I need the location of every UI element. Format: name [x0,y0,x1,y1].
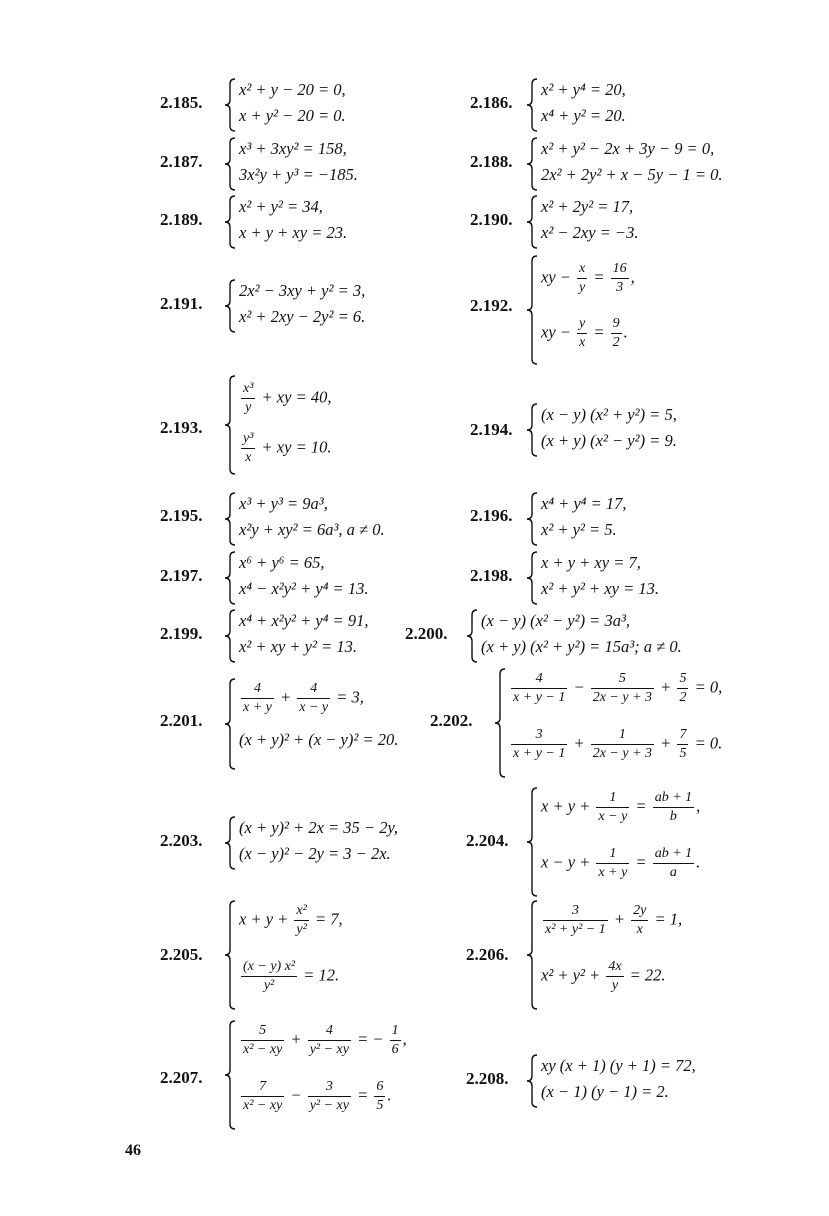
equation-system [466,609,796,663]
left-brace-icon [224,195,236,249]
left-brace-icon [224,551,236,605]
fraction [241,430,255,467]
fraction-numerator: 6 [374,1078,385,1097]
fraction [611,315,622,352]
fraction-denominator: y [579,280,586,295]
equation-text: + [656,677,676,697]
equation-text: x² − 2xy = −3. [541,223,639,242]
equation-text: 3x²y + y³ = −185. [239,165,358,184]
fraction-numerator: 4 [308,1022,351,1041]
equation-text: = − [352,1029,388,1049]
equation-system [526,900,829,1010]
fraction-numerator: y³ [241,430,255,449]
fraction-denominator: x + y − 1 [513,690,566,705]
fraction [543,902,608,939]
equation-line [239,611,368,631]
equation-text: x + y + [541,796,595,816]
fraction-numerator: 1 [596,789,629,808]
fraction-numerator: 9 [611,315,622,334]
left-brace-icon [526,900,538,1010]
fraction-denominator: x [579,335,586,350]
equation-text: , [696,796,701,816]
equation-line [239,680,364,717]
equation-line [541,494,627,514]
problem-number: 2.198. [470,566,513,585]
left-brace-icon [224,609,236,663]
equation-line [481,611,630,631]
fraction [511,726,567,763]
fraction-denominator: y² [263,978,275,993]
equation-line [239,579,368,599]
problem-number: 2.201. [160,711,203,730]
equation-system [526,137,829,191]
left-brace-icon [466,609,478,663]
equation-text: = [631,796,651,816]
equation-system [494,668,824,778]
fraction-numerator: y [577,315,587,334]
fraction-numerator: 7 [677,726,688,745]
equation-line [541,223,638,243]
equation-text: (x − y) (x² − y²) = 3a³, [481,611,631,630]
equation-line [239,139,347,159]
equation-text: = [589,322,609,342]
fraction-numerator: 1 [390,1022,401,1041]
fraction-numerator: x² [294,902,308,921]
equation-system [526,255,829,365]
left-brace-icon [526,255,538,365]
fraction-numerator: 1 [596,845,629,864]
fraction-denominator: a [669,865,677,880]
left-brace-icon [526,492,538,546]
fraction-denominator: x² − xy [243,1042,283,1057]
equation-line [541,431,677,451]
equation-system [526,78,829,132]
fraction [390,1022,401,1059]
equation-text: . [696,852,701,872]
problem-number: 2.194. [470,420,513,439]
equation-line [239,430,331,467]
left-brace-icon [526,787,538,897]
equation-line [509,670,722,707]
equation-text: x³ + y³ = 9a³, [239,494,328,513]
fraction-numerator: ab + 1 [653,789,694,808]
fraction-numerator: 4x [606,958,623,977]
equation-text: , [402,1029,407,1049]
left-brace-icon [526,551,538,605]
fraction-denominator: y² − xy [309,1042,349,1057]
problem-number: 2.190. [470,210,513,229]
equation-text: = [631,852,651,872]
page-number: 46 [125,1142,141,1159]
equation-text: = [352,1085,373,1105]
equation-line [239,553,325,573]
equation-line [541,902,682,939]
equation-system [526,492,829,546]
fraction [297,680,330,717]
fraction-denominator: 2x − y + 3 [592,746,653,761]
fraction [677,726,688,763]
equation-system [526,551,829,605]
equation-text: x − y + [541,852,595,872]
equation-text: x² + y − 20 = 0, [239,80,346,99]
fraction [241,1078,284,1115]
equation-line [239,1022,407,1059]
left-brace-icon [224,900,236,1010]
fraction-denominator: 2x − y + 3 [592,690,653,705]
equation-line [481,637,682,657]
fraction [241,1022,284,1059]
equation-text: (x + y)² + 2x = 35 − 2y, [239,818,398,837]
problem-number: 2.202. [430,711,473,730]
problem-number: 2.193. [160,418,203,437]
fraction-numerator: 4 [297,680,330,699]
equation-text: (x − 1) (y − 1) = 2. [541,1082,669,1101]
equation-text: + [609,909,630,929]
problem-number: 2.192. [470,296,513,315]
equation-text: + [569,733,589,753]
fraction-denominator: y² − xy [309,1098,349,1113]
fraction-numerator: 5 [591,670,654,689]
left-brace-icon [224,279,236,333]
equation-line [541,405,677,425]
fraction-numerator: 3 [543,902,608,921]
equation-text: = 22. [625,965,666,985]
equation-text: x² + xy + y² = 13. [239,637,357,656]
fraction-numerator: (x − y) x² [241,958,297,977]
equation-text: x + y² − 20 = 0. [239,106,346,125]
fraction-denominator: 2 [679,690,687,705]
left-brace-icon [224,137,236,191]
fraction-denominator: 6 [391,1042,399,1057]
fraction [631,902,648,939]
left-brace-icon [526,195,538,249]
fraction [241,958,297,995]
equation-line [541,165,722,185]
left-brace-icon [224,816,236,870]
equation-line [239,1078,392,1115]
fraction [677,670,688,707]
fraction [374,1078,385,1115]
problem-number: 2.189. [160,210,203,229]
fraction [606,958,623,995]
equation-line [239,307,365,327]
equation-text: , [630,267,635,287]
left-brace-icon [224,375,236,475]
problem-number: 2.191. [160,294,203,313]
fraction-numerator: 1 [591,726,654,745]
equation-line [541,106,626,126]
fraction [511,670,567,707]
problem-number: 2.206. [466,945,509,964]
equation-line [541,139,714,159]
fraction-denominator: x [245,450,252,465]
equation-line [239,637,357,657]
equation-text: = 0, [690,677,723,697]
equation-line [239,730,398,750]
fraction-denominator: 2 [612,335,620,350]
fraction-denominator: x + y − 1 [513,746,566,761]
equation-line [541,260,635,297]
fraction-numerator: 4 [511,670,567,689]
equation-text: (x + y)² + (x − y)² = 20. [239,730,399,749]
fraction-numerator: 7 [241,1078,284,1097]
fraction [308,1022,351,1059]
equation-text: x²y + xy² = 6a³, a ≠ 0. [239,520,385,539]
problem-number: 2.207. [160,1068,203,1087]
fraction [653,789,694,826]
equation-text: x⁴ + x²y² + y⁴ = 91, [239,611,369,630]
fraction-numerator: ab + 1 [653,845,694,864]
problem-number: 2.203. [160,831,203,850]
equation-line [239,380,331,417]
equation-text: x² + y² − 2x + 3y − 9 = 0, [541,139,715,158]
equation-text: x² + y² + [541,965,605,985]
equation-line [541,197,633,217]
equation-text: x² + y⁴ = 20, [541,80,626,99]
left-brace-icon [526,403,538,457]
fraction-denominator: x − y [299,700,329,715]
equation-system [526,403,829,457]
fraction-numerator: 2y [631,902,648,921]
fraction-denominator: 3 [616,280,624,295]
equation-text: = 1, [650,909,683,929]
equation-line [541,1082,669,1102]
equation-line [239,844,391,864]
equation-system [526,1054,829,1108]
problem-number: 2.205. [160,945,203,964]
problem-number: 2.197. [160,566,203,585]
fraction-denominator: x + y [598,865,628,880]
fraction [294,902,308,939]
fraction-denominator: y [611,978,619,993]
fraction [596,845,629,882]
fraction-denominator: x − y [598,809,628,824]
equation-text: (x + y) (x² − y²) = 9. [541,431,677,450]
fraction-denominator: 5 [376,1098,384,1113]
equation-line [541,553,641,573]
fraction [591,726,654,763]
equation-text: x² + y² = 5. [541,520,617,539]
left-brace-icon [526,1054,538,1108]
equation-line [239,223,347,243]
fraction-denominator: x² + y² − 1 [545,922,606,937]
equation-text: x² + y² = 34, [239,197,323,216]
equation-line [239,520,385,540]
fraction [577,260,587,297]
equation-text: x⁴ + y² = 20. [541,106,626,125]
fraction-numerator: 5 [241,1022,284,1041]
equation-text: + xy = 10. [257,437,332,457]
equation-line [509,726,722,763]
equation-line [541,579,659,599]
fraction-denominator: b [669,809,677,824]
equation-text: x³ + 3xy² = 158, [239,139,347,158]
equation-text: + xy = 40, [257,387,332,407]
fraction [241,380,255,417]
fraction-denominator: x² − xy [243,1098,283,1113]
equation-text: = 0. [690,733,723,753]
equation-text: + [286,1029,306,1049]
equation-line [541,315,628,352]
equation-line [239,902,343,939]
fraction-denominator: y [245,400,252,415]
fraction-numerator: x³ [241,380,255,399]
fraction-numerator: 5 [677,670,688,689]
equation-text: x⁴ + y⁴ = 17, [541,494,627,513]
left-brace-icon [224,1020,236,1130]
problem-number: 2.195. [160,506,203,525]
problem-number: 2.204. [466,831,509,850]
equation-text: − [569,677,589,697]
equation-text: + [275,687,296,707]
equation-text: + [656,733,676,753]
equation-text: x² + 2xy − 2y² = 6. [239,307,366,326]
equation-text: 2x² + 2y² + x − 5y − 1 = 0. [541,165,723,184]
problem-number: 2.199. [160,624,203,643]
fraction [596,789,629,826]
equation-line [239,958,339,995]
left-brace-icon [526,78,538,132]
equation-line [541,1056,696,1076]
problem-number: 2.200. [405,624,448,643]
equation-line [541,789,700,826]
problem-number: 2.196. [470,506,513,525]
equation-text: x⁶ + y⁶ = 65, [239,553,325,572]
equation-line [239,165,358,185]
fraction-denominator: x + y [243,700,272,715]
problem-number: 2.187. [160,152,203,171]
left-brace-icon [224,678,236,770]
equation-text: xy − [541,322,576,342]
equation-text: . [387,1085,392,1105]
fraction [308,1078,351,1115]
left-brace-icon [526,137,538,191]
equation-line [541,958,666,995]
equation-text: = [589,267,609,287]
left-brace-icon [224,492,236,546]
equation-system [526,787,829,897]
fraction [653,845,694,882]
fraction [577,315,587,352]
left-brace-icon [494,668,506,778]
problem-number: 2.185. [160,93,203,112]
equation-line [239,80,346,100]
equation-line [239,818,398,838]
fraction-denominator: 5 [679,746,687,761]
equation-text: = 7, [310,909,343,929]
equation-line [239,106,346,126]
equation-text: x² + y² + xy = 13. [541,579,659,598]
equation-line [541,520,617,540]
fraction-numerator: 4 [241,680,274,699]
problem-number: 2.208. [466,1069,509,1088]
equation-text: x⁴ − x²y² + y⁴ = 13. [239,579,369,598]
equation-line [541,845,700,882]
equation-line [541,80,626,100]
equation-text: (x − y) (x² + y²) = 5, [541,405,677,424]
problem-number: 2.188. [470,152,513,171]
fraction-numerator: 16 [611,260,629,279]
equation-line [239,197,323,217]
equation-text: x² + 2y² = 17, [541,197,634,216]
equation-text: x + y + [239,909,293,929]
problem-number: 2.186. [470,93,513,112]
fraction-numerator: x [577,260,587,279]
equation-text: (x − y)² − 2y = 3 − 2x. [239,844,391,863]
equation-text: (x + y) (x² + y²) = 15a³; a ≠ 0. [481,637,682,656]
equation-text: = 3, [332,687,364,707]
equation-text: x + y + xy = 23. [239,223,348,242]
fraction [591,670,654,707]
fraction [611,260,629,297]
fraction [241,680,274,717]
equation-text: = 12. [299,965,340,985]
fraction-numerator: 3 [511,726,567,745]
fraction-denominator: x [636,922,643,937]
equation-line [239,494,328,514]
fraction-denominator: y² [296,922,307,937]
equation-text: 2x² − 3xy + y² = 3, [239,281,366,300]
equation-text: x + y + xy = 7, [541,553,641,572]
left-brace-icon [224,78,236,132]
fraction-numerator: 3 [308,1078,351,1097]
equation-text: − [286,1085,306,1105]
equation-text: xy − [541,267,576,287]
equation-text: . [623,322,628,342]
equation-line [239,281,365,301]
equation-system [526,195,829,249]
equation-text: xy (x + 1) (y + 1) = 72, [541,1056,696,1075]
